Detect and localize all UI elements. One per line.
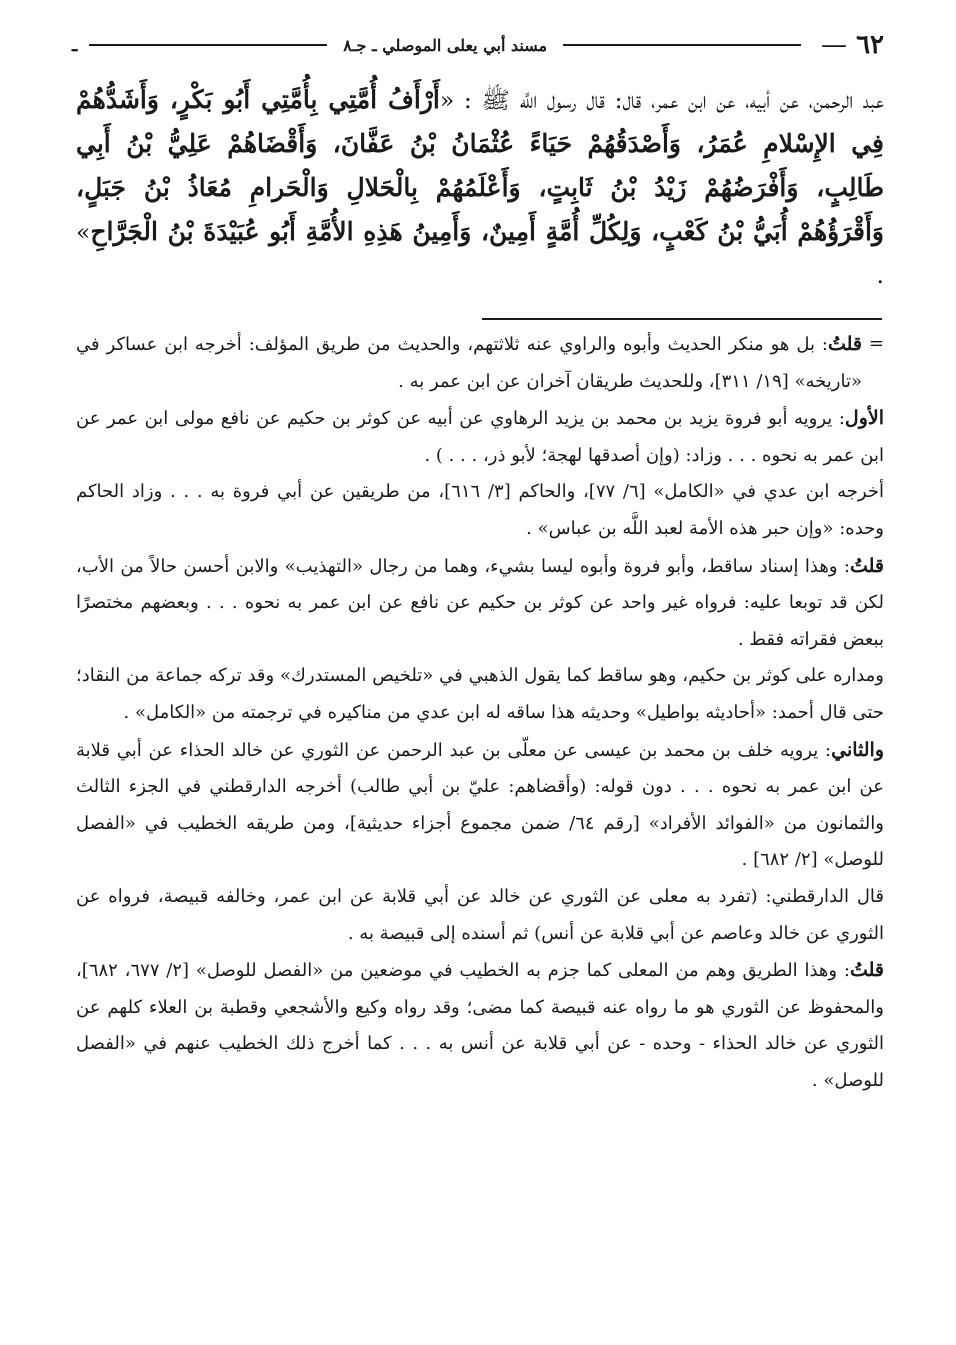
header-dash: ـ: [72, 34, 78, 56]
note-text: : وهذا الطريق وهم من المعلى كما جزم به الخطيب في موضعين من «الفصل للوصل» [٢/ ٦٧٧، ٦٨٢]، والمحفوظ عن الثوري هو ما رواه عنه قبيصة كما مضى؛ وقد رواه وكيع والأشجعي وقطبة بن العلاء كلهم عن الثوري عن خالد الحذاء - وحده - عن أبي قلابة عن أنس به . . . كما أخرج ذلك الخطيب عنهم في «الفصل للوصل» .: [76, 960, 884, 1091]
hadith-text: أَرْأَفُ أُمَّتِي بِأُمَّتِي أَبُو بَكْرٍ، وَأَشَدُّهُمْ فِي الإِسْلامِ عُمَرُ، وَأَصْدَقُهُمْ حَيَاءً عُثْمَانُ بْنُ عَفَّانَ، وَأَقْضَاهُمْ عَلِيُّ بْنُ أَبِي طَالِبٍ، وَأَفْرَضُهُمْ زَيْدُ بْنُ ثَابِتٍ، وَأَعْلَمُهُمْ بِالْحَلالِ وَالْحَرامِ مُعَاذُ بْنُ جَبَلٍ، وَأَقْرَؤُهُمْ أُبَيُّ بْنُ كَعْبٍ، وَلِكُلِّ أُمَّةٍ أَمِينٌ، وَأَمِينُ هَذِهِ الأُمَّةِ أَبُو عُبَيْدَةَ بْنُ الْجَرَّاحِ: [76, 85, 884, 246]
note-label: قلتُ: [849, 959, 884, 982]
note-text: أخرجه ابن عدي في «الكامل» [٦/ ٧٧]، والحاكم [٣/ ٦١٦]، من طريقين عن أبي فروة به . . . وزاد الحاكم وحده: «وإن حبر هذه الأمة لعبد اللَّه بن عباس» .: [76, 481, 884, 539]
note-text: ومداره على كوثر بن حكيم، وهو ساقط كما يقول الذهبي في «تلخيص المستدرك» وقد تركه جماعة من النقاد؛ حتى قال أحمد: «أحاديثه بواطيل» وحديثه هذا ساقه له ابن عدي من مناكيره في ترجمته من «الكامل» .: [76, 665, 885, 723]
note-text: : وهذا إسناد ساقط، وأبو فروة وأبوه ليسا بشيء، وهما من رجال «التهذيب» والابن أحسن حالاً من الأب، لكن قد توبعا عليه: فرواه غير واحد عن كوثر بن حكيم عن نافع عن ابن عمر به نحوه . . . وبعضهم مختصرًا ببعض فقراته فقط .: [76, 555, 884, 650]
footnotes: [76, 326, 884, 1099]
note-label: قلتُ: [827, 333, 862, 355]
hadith-body: [76, 78, 884, 297]
note-text: قال الدارقطني: (تفرد به معلى عن الثوري عن خالد عن أبي قلابة عن ابن عمر، وخالفه قبيصة، فرواه عن الثوري عن خالد وعاصم عن أبي قلابة عن أنس) ثم أسنده إلى قبيصة به .: [76, 885, 884, 944]
footnote-paragraph: [76, 548, 884, 659]
footnote-paragraph: [76, 952, 884, 1099]
note-text: : بل هو منكر الحديث وأبوه والراوي عنه ثلاثتهم، والحديث من طريق المؤلف: أخرجه ابن عساكر في «تاريخه» [١٩/ ٣١١]، وللحديث طريقان آخران عن ابن عمر به .: [76, 334, 862, 392]
continuation-marker: =: [868, 333, 884, 354]
page-number: ٦٢ —: [821, 30, 884, 60]
running-title: مسند أبي يعلى الموصلي ـ جـ٨: [343, 35, 548, 55]
footnote-paragraph: [76, 658, 884, 731]
running-header: [72, 30, 884, 60]
footnote-paragraph: [76, 474, 884, 547]
note-label: الأول: [844, 407, 884, 430]
footnote-paragraph: [76, 326, 884, 400]
note-text: : يرويه خلف بن محمد بن عيسى عن معلّى بن عبد الرحمن عن الثوري عن خالد الحذاء عن أبي قلابة عن ابن عمر به نحوه . . . دون قوله: (وأقضاهم: عليّ بن أبي طالب) أخرجه الدارقطني في الجزء الثالث والثمانون من «الفوائد الأفراد» [رقم ٦٤/ ضمن مجموع أجزاء حديثية]، ومن طريقه الخطيب في «الفصل للوصل» [٢/ ٦٨٢] .: [76, 739, 884, 871]
header-rule-left: [89, 44, 327, 46]
footnote-paragraph: [76, 732, 884, 879]
note-label: والثاني: [831, 738, 884, 761]
hadith-closing: » .: [76, 218, 884, 289]
footnote-paragraph: [76, 400, 884, 474]
note-text: : يرويه أبو فروة يزيد بن محمد بن يزيد الرهاوي عن أبيه عن كوثر بن حكيم عن نافع مولى ابن عمر عن ابن عمر به نحوه . . . وزاد: (وإن أصدقها لهجة؛ لأبو ذر، . . . ) .: [76, 408, 884, 466]
hadith-intro: عبد الرحمن، عن أبيه، عن ابن عمر، قال: قال رسول اللَّه ﷺ : «: [439, 86, 884, 114]
footnote-separator: [482, 318, 882, 320]
footnote-paragraph: [76, 879, 884, 952]
header-rule-right: [563, 44, 801, 46]
note-label: قلتُ: [849, 554, 884, 577]
